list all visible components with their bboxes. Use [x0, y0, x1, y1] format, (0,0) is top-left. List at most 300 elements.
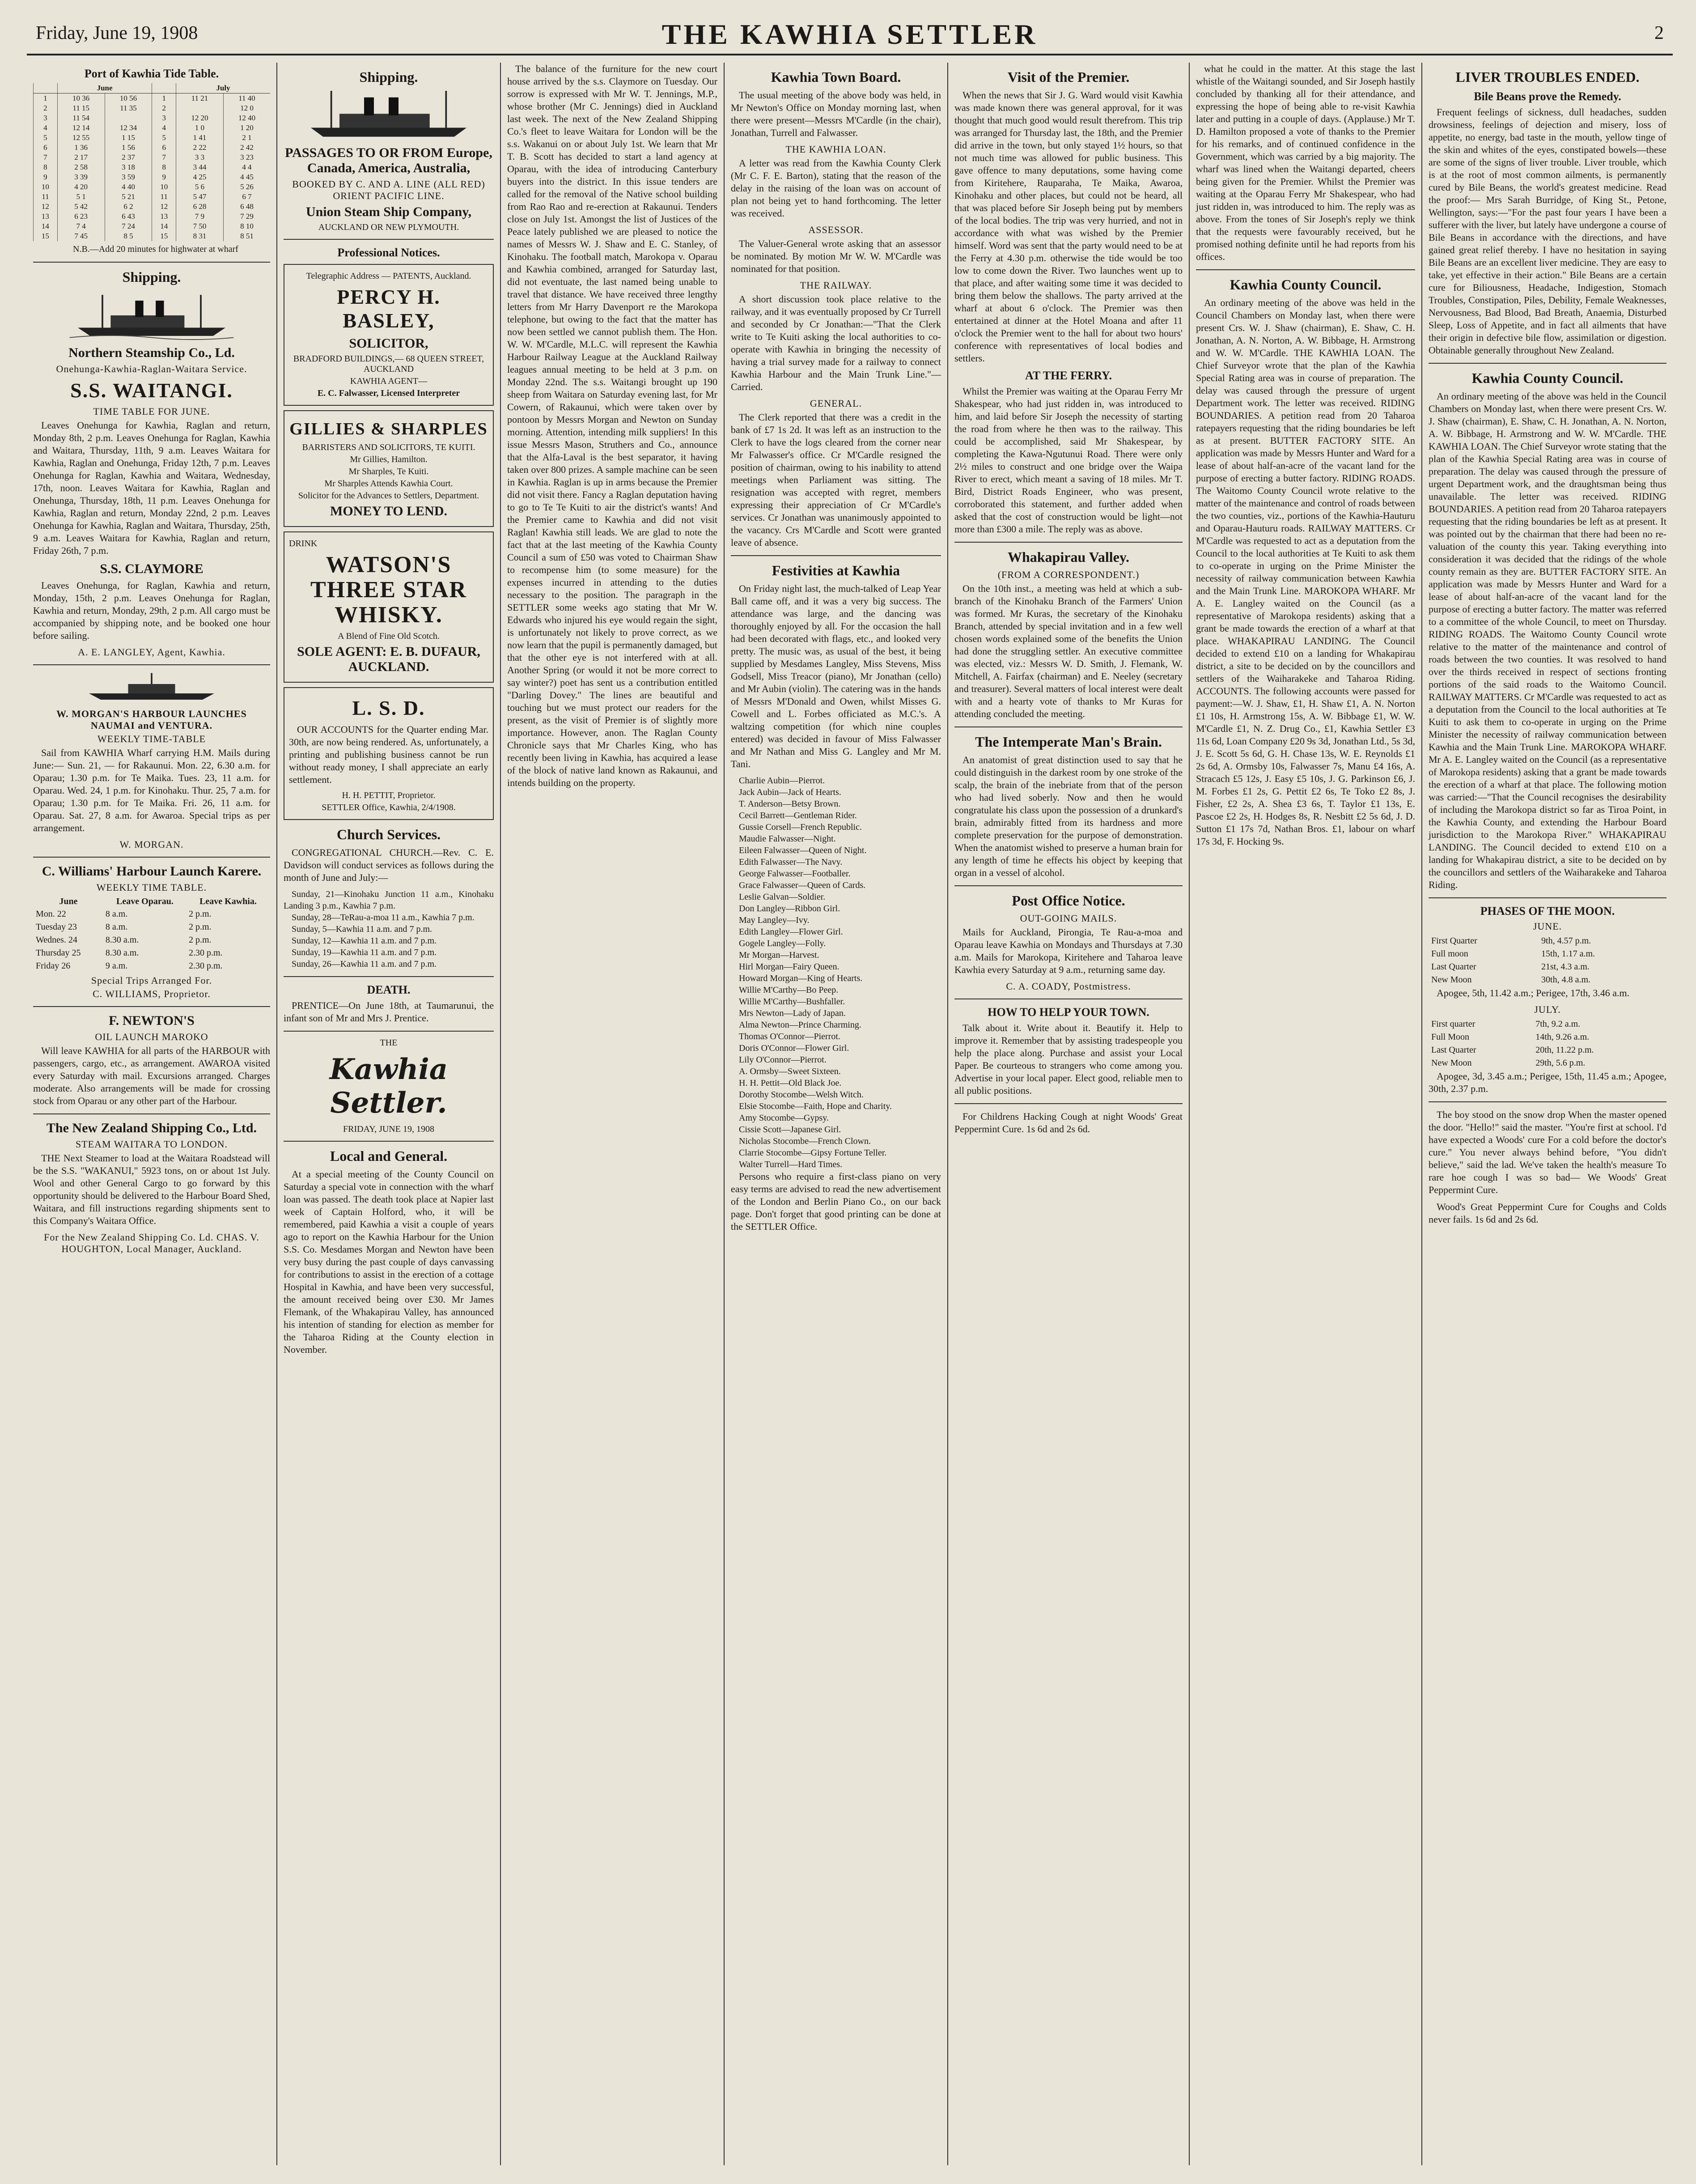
column-4: [725, 63, 948, 2165]
church-body: CONGREGATIONAL CHURCH.—Rev. C. E. Davidson will conduct services as follows during the month of June and July:—: [284, 847, 494, 883]
tide-day-col: [34, 83, 58, 93]
northern-route: Onehunga-Kawhia-Raglan-Waitara Service.: [56, 363, 247, 374]
local-heading: Local and General.: [330, 1148, 448, 1164]
tide-row-cell: 11 54: [57, 113, 105, 123]
fancy-dress-item: Alma Newton—Prince Charming.: [739, 1020, 861, 1030]
tide-row-cell: 4 45: [223, 172, 270, 182]
moon-row-cell: Full Moon: [1431, 1032, 1470, 1042]
lsd-office: SETTLER Office, Kawhia, 2/4/1908.: [322, 803, 456, 812]
fancy-dress-item: Don Langley—Ribbon Girl.: [739, 904, 840, 914]
tide-row-cell: 10 36: [57, 93, 105, 104]
williams-row: [34, 960, 269, 972]
fancy-dress-item: Cecil Barrett—Gentleman Rider.: [739, 811, 857, 820]
tide-row-cell: 2 37: [105, 153, 152, 162]
liner-illustration: [305, 91, 473, 140]
church-service-item: Sunday, 28—TeRau-a-moa 11 a.m., Kawhia 7 p.m.: [292, 913, 475, 922]
brain-body: An anatomist of great distinction used to say that he could distinguish in the darkest room by one stroke of the scalp, the brain of the inebriate from that of the person who had lived soberly. Now and then he would congratulate his class upon the possession of a drunkard's brain, admirably fitted from its hardness and more complete preservation for the purpose of demonstration. When the anatomist wished to preserve a human brain for any length of time he effects his object by keeping that organ in a vessel of alcohol.: [954, 754, 1183, 878]
williams-row-cell: 2.30 p.m.: [188, 948, 223, 958]
morgan-table-title: WEEKLY TIME-TABLE: [97, 733, 206, 744]
nzsc-body: THE Next Steamer to load at the Waitara Roadstead will be the S.S. "WAKANUI," 5923 tons, on or about 1st July. Wool and other General Cargo to go forward by this opportunity should be delivered to the Harbour Board Shed, Waitara, and fill instructions regarding shipments sent to this Company's Waitara Office.: [33, 1152, 270, 1226]
tide-row-cell: 2 42: [223, 143, 270, 153]
launch-illustration: [57, 671, 246, 703]
divider: [284, 239, 494, 240]
tide-row-cell: 14: [152, 221, 176, 231]
moon-row-cell: New Moon: [1431, 975, 1472, 985]
tide-row: [34, 172, 271, 182]
tide-row-cell: 6: [34, 143, 58, 153]
moon-row: [1429, 935, 1666, 947]
morgan-sign: W. MORGAN.: [119, 839, 184, 850]
tide-row-cell: 4 20: [57, 182, 105, 192]
fancy-dress-item: Eileen Falwasser—Queen of Night.: [739, 846, 867, 855]
union-address: AUCKLAND OR NEW PLYMOUTH.: [318, 222, 459, 232]
tide-day-col-2: [152, 83, 176, 93]
williams-row-cell: 8.30 a.m.: [105, 948, 139, 958]
williams-row-cell: 2.30 p.m.: [188, 961, 223, 971]
claymore-name: S.S. CLAYMORE: [100, 561, 204, 576]
drink: DRINK: [289, 539, 318, 548]
williams-row-cell: 2 p.m.: [188, 935, 212, 945]
tide-month-july: July: [176, 83, 270, 93]
tide-row-cell: 2 22: [176, 143, 224, 153]
tide-row-cell: 5 26: [223, 182, 270, 192]
festivities-heading: Festivities at Kawhia: [772, 562, 900, 578]
fancy-dress-item: Lily O'Connor—Pierrot.: [739, 1055, 827, 1065]
moon-row: [1429, 948, 1666, 960]
church-list: [284, 888, 494, 970]
death-body: PRENTICE—On June 18th, at Taumarunui, the infant son of Mr and Mrs J. Prentice.: [284, 1000, 494, 1024]
moon-row-cell: First Quarter: [1431, 936, 1477, 946]
tide-row-cell: 2: [152, 103, 176, 113]
tide-row-cell: 9: [152, 172, 176, 182]
festivities-close: Persons who require a first-class piano on very easy terms are advised to read the new advertisement of the London and Berlin Piano Co., on our back page. Don't forget that good printing can be done at the SETTLER Office.: [731, 1171, 941, 1232]
williams-row-cell: 2 p.m.: [188, 922, 212, 932]
column-1: [27, 63, 277, 2165]
tide-row-cell: 15: [152, 231, 176, 241]
tide-row: [34, 133, 271, 143]
professional-heading: Professional Notices.: [337, 246, 440, 259]
moon-row-cell: 9th, 4.57 p.m.: [1541, 936, 1591, 946]
cough-ad: For Childrens Hacking Cough at night Woods' Great Peppermint Cure. 1s 6d and 2s 6d.: [954, 1111, 1183, 1134]
subhead: THE KAWHIA LOAN.: [785, 144, 886, 155]
shipping-heading-2: Shipping.: [359, 69, 418, 85]
whakapirau-heading: Whakapirau Valley.: [1007, 549, 1130, 565]
tide-row-cell: 8 10: [223, 221, 270, 231]
fancy-dress-item: Willie M'Carthy—Bo Peep.: [739, 985, 839, 995]
column-6: [1190, 63, 1422, 2165]
tide-row-cell: 7 24: [105, 221, 152, 231]
moon-row-cell: Last Quarter: [1431, 1045, 1476, 1055]
tide-row-cell: 3: [34, 113, 58, 123]
tide-row: [34, 202, 271, 212]
divider: [1196, 269, 1415, 270]
moon-row: [1429, 1018, 1666, 1030]
fancy-dress-item: Edith Falwasser—The Navy.: [739, 857, 843, 867]
town-board-assessor: The Valuer-General wrote asking that an assessor be nominated. By motion Mr W. W. M'Cardle was nominated for that position.: [731, 238, 941, 274]
whakapirau-sub: (FROM A CORRESPONDENT.): [997, 569, 1140, 580]
fancy-dress-item: Walter Turrell—Hard Times.: [739, 1160, 843, 1169]
help-town-heading: HOW TO HELP YOUR TOWN.: [988, 1006, 1149, 1019]
column-3: [501, 63, 725, 2165]
newton-body: Will leave KAWHIA for all parts of the HARBOUR with passengers, cargo, etc., as arrangement. AWAROA visited every Saturday with mail. Excursions arranged. Charges moderate. Also arrangements will be made for crossing stock from Oparau or any other part of the Harbour.: [33, 1045, 270, 1106]
fancy-dress-item: George Falwasser—Footballer.: [739, 869, 851, 879]
tide-row-cell: 12 0: [223, 103, 270, 113]
tide-row-cell: 1: [34, 93, 58, 104]
moon-row: [1429, 961, 1666, 973]
tide-row-cell: 13: [152, 212, 176, 221]
tide-row-cell: 6 48: [223, 202, 270, 212]
tide-row-cell: 3 18: [105, 162, 152, 172]
tide-row-cell: 6 28: [176, 202, 224, 212]
tide-row-cell: 11 15: [57, 103, 105, 113]
premier-heading: Visit of the Premier.: [1007, 69, 1130, 85]
tide-row-cell: 6 7: [223, 192, 270, 202]
moon-june: JUNE.: [1533, 921, 1562, 932]
tide-row-cell: 7 50: [176, 221, 224, 231]
fancy-dress-item: Doris O'Connor—Flower Girl.: [739, 1043, 849, 1053]
tide-row-cell: 7 4: [57, 221, 105, 231]
brain-heading: The Intemperate Man's Brain.: [975, 734, 1162, 750]
death-heading: DEATH.: [367, 983, 411, 996]
tide-table-body: [34, 93, 271, 242]
tide-row-cell: 6 2: [105, 202, 152, 212]
tide-row-cell: 7 29: [223, 212, 270, 221]
liver-body: Frequent feelings of sickness, dull headaches, sudden drowsiness, feelings of dejection and misery, loss of appetite, no energy, bad taste in the mouth, yellow tinge of the skin and whites of the eyes, constipated bowels—these are some of the signs of liver trouble. Liver trouble, which is at the root of most common ailments, is permanently cured by Bile Beans, the world's greatest medicine. Read the proof:— Mrs Sarah Burridge, of King St., Petone, Wellington, says:—"For the past four years I have been a sufferer with the liver, but lately have undergone a course of Bile Beans in accordance with the directions, and have gained great relief thereby. I have no hesitation in saying Bile Beans are an excellent liver medicine. They are easy to take, yet effective in their action." Bile Beans are a certain cure for Biliousness, Headache, Indigestion, Stomach Troubles, Constipation, Piles, Debility, Female Weaknesses, Nervousness, Bad Blood, Bad Breath, Anaemia, Disturbed Sleep, Loss of Appetite, and in fact all ailments that have their origin in defective bile flow, assimilation or digestion. Obtainable generally throughout New Zealand.: [1429, 106, 1666, 356]
steamship-icon: [57, 291, 246, 340]
church-service-item: Sunday, 19—Kawhia 11 a.m. and 7 p.m.: [292, 948, 437, 957]
tide-row-cell: 2 17: [57, 153, 105, 162]
tide-row-cell: 3 23: [223, 153, 270, 162]
moon-june-table: [1429, 934, 1666, 987]
subhead: ASSESSOR.: [808, 224, 864, 235]
tide-row-cell: 6: [152, 143, 176, 153]
tide-row: [34, 113, 271, 123]
town-board-intro: The usual meeting of the above body was held, in Mr Newton's Office on Monday morning last, when there were present—Messrs M'Cardle (in the chair), Jonathan, Turrell and Falwasser.: [731, 89, 941, 138]
whakapirau-body: On the 10th inst., a meeting was held at which a sub-branch of the Kinohaku Branch of the Farmers' Union was formed. Mr Kuras, the secretary of the Kinohaku Branch, attended by special invitation and in a few well chosen words explained some of the benefits the Union had done the struggling settler. An executive committee was elected, viz.: Messrs W. D. Smith, J. Flemank, W. Mitchell, A. Fairfax (chairman) and E. Neeley (secretary and treasurer). Several matters of local interest were dealt with and a hearty vote of thanks to Mr Kuras for attending concluded the meeting.: [954, 583, 1183, 719]
church-service-item: Sunday, 12—Kawhia 11 a.m. and 7 p.m.: [292, 936, 437, 946]
tide-row: [34, 162, 271, 172]
column-2: [277, 63, 501, 2165]
fancy-dress-item: Clarrie Stocombe—Gipsy Fortune Teller.: [739, 1148, 887, 1158]
moon-row-cell: 21st, 4.3 a.m.: [1541, 962, 1590, 972]
lsd-title: L. S. D.: [352, 697, 425, 719]
tide-row-cell: 3 3: [176, 153, 224, 162]
divider: [284, 976, 494, 977]
moon-row: [1429, 974, 1666, 986]
steamship-illustration: [57, 291, 246, 340]
williams-row-cell: 8 a.m.: [105, 909, 128, 919]
tide-row-cell: 1 20: [223, 123, 270, 133]
ferry-body: Whilst the Premier was waiting at the Oparau Ferry Mr Shakespear, who had just ridden in, was introduced to him, and laid before Sir Joseph the necessity of starting the road from where he then was to the railway. This could be accomplished, said Mr Shakespear, by completing the Kawa-Ngutunui Road. There were only 2½ miles to construct and one bridge over the Waipa River to erect, which meant a saving of 18 miles. Mr T. Bird, District Roads Engineer, who was present, corroborated this statement, and further added when asked that the cost of construction would be light—not more than £300 a mile. The reply was as above.: [954, 386, 1183, 535]
tide-row-cell: 8 51: [223, 231, 270, 241]
basley-name: PERCY H. BASLEY,: [337, 285, 441, 332]
town-board-loan: A letter was read from the Kawhia County Clerk (Mr C. F. E. Barton), stating that the reason of the delay in the raising of the loan was on account of plan not being yet to hand forthcoming. The letter was received.: [731, 157, 941, 219]
gillies-role: BARRISTERS AND SOLICITORS, TE KUITI.: [302, 442, 475, 452]
moon-row-cell: 30th, 4.8 a.m.: [1541, 975, 1591, 985]
williams-note: Special Trips Arranged For.: [91, 975, 212, 986]
nzsc-route: STEAM WAITARA TO LONDON.: [75, 1139, 228, 1150]
town-board-railway: A short discussion took place relative to the railway, and it was eventually proposed by Cr Turrell and seconded by Cr Jonathan:—"That the Clerk write to Te Kuiti asking the local authorities to co-operate with Kawhia in bringing the necessity of having a trial survey made for a railway to connect Kawhia Harbour and the Main Trunk Line."—Carried.: [731, 293, 941, 392]
newton-launch: OIL LAUNCH MAROKO: [95, 1031, 208, 1042]
lsd-body: OUR ACCOUNTS for the Quarter ending Mar. 30th, are now being rendered. As, unfortunately, a printing and publishing business cannot be run without ready money, I shall appreciate an early settlement.: [289, 724, 488, 785]
premier-body: When the news that Sir J. G. Ward would visit Kawhia was made known there was general approval, for it was thought that much good would result therefrom. This trip was arranged for Thursday last, the 18th, and the Premier did arrive in the town, but only stayed 1½ hours, so that not much time was allowed for public business. This gave offence to many deputations, some having come from Kiritehere, Rauparaha, Te Maika, Awaroa, Kinohaku and other places, but could not be heard, all that was placed before Sir Joseph being put by members of the local bodies. The trip was very hurried, and not in accordance with what was wished by the Premier himself. Word was sent that the party would need to be at the Ferry at 4.30 p.m. otherwise the tide would be too low to come down the River. Two launches went up to that place, and after waiting some time it was decided to bring them below the shallows. The party arrived at the wharf at about 6 o'clock. The Premier was then entertained at dinner at the Hotel Moana and after 11 o'clock the Premier went to the hall for about two hours' conference with representatives of local bodies and settlers.: [954, 89, 1183, 364]
festivities-body: On Friday night last, the much-talked of Leap Year Ball came off, and it was a very big success. The attendance was large, and the dancing was thoroughly enjoyed by all. For the occasion the hall had been decorated with flags, etc., and looked very pretty. The music was, as usual of the best, it being supplied by Mesdames Langley, Miss Stevens, Miss Godsell, Miss Treacor (piano), Mr Jonathan (cello) and Mr Aubin (violin). The catering was in the hands of Messrs M'Donald and Owen, whilst Misses G. Cowell and L. Forbes officiated as M.C.'s. A waltzing competition (for which nine couples entered) was decided in favour of Miss Falwasser and Mr Nathan and Miss G. Langley and Mr M. Tani.: [731, 583, 941, 769]
tide-note: N.B.—Add 20 minutes for highwater at wharf: [73, 244, 238, 254]
tide-row: [34, 123, 271, 133]
divider: [284, 1141, 494, 1142]
waitangi-name: S.S. WAITANGI.: [70, 379, 233, 402]
tide-row: [34, 221, 271, 231]
tide-row-cell: 12: [34, 202, 58, 212]
subhead: GENERAL.: [810, 398, 862, 409]
moon-row-cell: New Moon: [1431, 1058, 1472, 1068]
morgan-schedule: Sail from KAWHIA Wharf carrying H.M. Mails during June:— Sun. 21, — for Rakaunui. Mon. 22, 6.30 a.m. for Oparau; 1.30 p.m. for Te Maika. Tues. 23, 11 a.m. for Oparau. Wed. 24, 1 p.m. for Kinohaku. Thur. 25, 7 a.m. for Oparau; 1.30 p.m. for Te Maika. Fri. 26, 11 a.m. for Oparau. Sat. 27, 8 a.m. for Awaroa. Special trips as per arrangement.: [33, 747, 270, 833]
fancy-dress-item: Hirl Morgan—Fairy Queen.: [739, 962, 840, 972]
lsd-sign: H. H. PETTIT, Proprietor.: [342, 790, 436, 800]
tide-row-cell: 11 40: [223, 93, 270, 104]
tide-row: [34, 192, 271, 202]
fancy-dress-item: Amy Stocombe—Gypsy.: [739, 1113, 829, 1123]
tide-row-cell: 2 1: [223, 133, 270, 143]
fancy-dress-item: Cissie Scott—Japanese Girl.: [739, 1125, 841, 1134]
tide-row-cell: 5: [152, 133, 176, 143]
tide-row-cell: 4 4: [223, 162, 270, 172]
gillies-line: Mr Gillies, Hamilton.: [350, 455, 428, 464]
watsons-title: WATSON'S THREE STAR WHISKY.: [310, 552, 467, 628]
moon-row: [1429, 1031, 1666, 1043]
tide-row-cell: 10: [152, 182, 176, 192]
tide-row-cell: 15: [34, 231, 58, 241]
divider: [1429, 363, 1666, 364]
gillies-line: Mr Sharples Attends Kawhia Court.: [324, 479, 453, 489]
paper-title: Kawhia Settler.: [329, 1053, 448, 1120]
church-service-item: Sunday, 5—Kawhia 11 a.m. and 7 p.m.: [292, 924, 432, 934]
moon-july-note: Apogee, 3d, 3.45 a.m.; Perigee, 15th, 11.45 a.m.; Apogee, 30th, 2.37 p.m.: [1429, 1071, 1666, 1094]
williams-heading: C. Williams' Harbour Launch Karere.: [42, 864, 262, 879]
tide-row-cell: 11: [34, 192, 58, 202]
moon-july-table: [1429, 1017, 1666, 1070]
tide-row-cell: 7: [34, 153, 58, 162]
liner-icon: [305, 91, 473, 140]
issue-date: Friday, June 19, 1908: [36, 23, 198, 43]
council-body-2: An ordinary meeting of the above was held in the Council Chambers on Monday last, when there were present Crs. W. J. Shaw (chairman), E. Shaw, C. H. Jonathan, A. N. Norton, A. W. Bibbage, H. Armstrong and W. W. M'Cardle. THE KAWHIA LOAN. The Chief Surveyor wrote stating that the plan of the Kawhia Special Rating area was in course of preparation. The delay was caused through the pressure of urgent Department work, and the draughtsman being thus unavailable. The letter was received. RIDING BOUNDARIES. A petition read from 20 Taharoa ratepayers requesting that the riding boundaries be left as at present. It was pointed out by the chairman that there had been no re-valuation of the county this year. Taking everything into consideration it was decided that the ridings of the whole county remain as they are. BUTTER FACTORY SITE. An application was made by Messrs Hunter and Ward for a lease of about half-an-acre of the vacant land for the purpose of erecting a butter factory. The matter was referred to a committee of the whole Council, to meet on Thursday. RIDING ROADS. The Waitomo County Council wrote relative to the matter of the maintenance and control of roads between the two counties. It was resolved to hand over the thirds received in respect of sections fronting portions of the said roads to the Waitomo Council. RAILWAY MATTERS. Cr M'Cardle was requested to act as a deputation from the Council to the local authorities at Te Kuiti to ask them to co-operate in urging on the Prime Minister the necessity of railway communication between Kawhia and the Main Trunk Line. MAROKOPA WHARF. Mr A. E. Langley waited on the Council (as a representative of Marokopa residents) asking that a grant be made towards the erection of a wharf at that place. The following motion was carried:—"That the Council recognises the desirability of including the Marokopa district so far as Tiroa Point, in the Kawhia County, and extending the Harbour Board jurisdiction to the Marokopa River." WHAKAPIRAU LANDING. The Council decided to extend £10 on a landing for Whakapirau district, a site to be decided on by the councillors and settlers of the Waiharakeke and Taharoa Riding.: [1429, 391, 1666, 890]
tide-row-cell: 4: [34, 123, 58, 133]
divider: [1429, 1101, 1666, 1102]
fancy-dress-item: Thomas O'Connor—Pierrot.: [739, 1032, 840, 1041]
tide-row-cell: 7 45: [57, 231, 105, 241]
fancy-dress-item: Dorothy Stocombe—Welsh Witch.: [739, 1090, 864, 1100]
williams-row-cell: 8 a.m.: [105, 922, 128, 932]
fancy-dress-item: Maudie Falwasser—Night.: [739, 834, 836, 844]
tide-row-cell: 8: [34, 162, 58, 172]
fancy-dress-item: Howard Morgan—King of Hearts.: [739, 973, 863, 983]
gillies-line: Solicitor for the Advances to Settlers, Department.: [298, 491, 479, 501]
moon-row-cell: 14th, 9.26 a.m.: [1535, 1032, 1590, 1042]
williams-col: Leave Oparau.: [116, 897, 174, 906]
fancy-dress-item: Gogele Langley—Folly.: [739, 939, 826, 948]
tide-row-cell: 7: [152, 153, 176, 162]
tide-table: [33, 83, 270, 241]
fancy-dress-item: Leslie Galvan—Soldier.: [739, 892, 826, 902]
tide-row-cell: 9: [34, 172, 58, 182]
divider: [284, 1031, 494, 1032]
ferry-heading: AT THE FERRY.: [1025, 369, 1112, 382]
column-5: [948, 63, 1190, 2165]
paper-the: THE: [380, 1038, 398, 1048]
waitangi-table-title: TIME TABLE FOR JUNE.: [93, 406, 210, 417]
tide-row-cell: 2: [34, 103, 58, 113]
watsons-sub: A Blend of Fine Old Scotch.: [338, 631, 440, 641]
money-to-lend: MONEY TO LEND.: [330, 504, 447, 518]
page-number: 2: [1654, 23, 1664, 43]
moon-row-cell: 7th, 9.2 a.m.: [1535, 1019, 1581, 1029]
moon-july: JULY.: [1534, 1004, 1561, 1015]
moon-row-cell: 15th, 1.17 a.m.: [1541, 949, 1595, 959]
tide-row: [34, 103, 271, 113]
williams-sign: C. WILLIAMS, Proprietor.: [93, 988, 211, 999]
tide-row-cell: 10: [34, 182, 58, 192]
fancy-dress-item: Grace Falwasser—Queen of Cards.: [739, 880, 866, 890]
tide-row-cell: 6 23: [57, 212, 105, 221]
williams-row-cell: Wednes. 24: [36, 935, 77, 945]
nzsc-sign: For the New Zealand Shipping Co. Ld. CHAS. V. HOUGHTON, Local Manager, Auckland.: [44, 1232, 259, 1254]
post-office-sign: C. A. COADY, Postmistress.: [1006, 981, 1131, 992]
fancy-dress-item: T. Anderson—Betsy Brown.: [739, 799, 841, 809]
peppermint-ad: Wood's Great Peppermint Cure for Coughs and Colds never fails. 1s 6d and 2s 6d.: [1429, 1201, 1666, 1225]
church-service-item: Sunday, 26—Kawhia 11 a.m. and 7 p.m.: [292, 959, 437, 969]
falwasser: E. C. Falwasser, Licensed Interpreter: [317, 388, 460, 398]
tide-row-cell: 4: [152, 123, 176, 133]
tide-row-cell: 14: [34, 221, 58, 231]
moon-row-cell: Last Quarter: [1431, 962, 1476, 972]
tide-row-cell: 1 41: [176, 133, 224, 143]
moon-row: [1429, 1057, 1666, 1069]
tide-row-cell: 1 56: [105, 143, 152, 153]
tide-row: [34, 153, 271, 162]
tide-row: [34, 231, 271, 241]
passages: PASSAGES TO OR FROM Europe, Canada, America, Australia,: [285, 145, 492, 175]
newton-name: F. NEWTON'S: [109, 1013, 195, 1028]
tide-row-cell: 1 0: [176, 123, 224, 133]
tide-row-cell: 5 1: [57, 192, 105, 202]
williams-row-cell: 9 a.m.: [105, 961, 128, 971]
watsons-agent: SOLE AGENT: E. B. DUFAUR, AUCKLAND.: [297, 644, 480, 674]
williams-row: [34, 921, 269, 933]
gillies-name: GILLIES & SHARPLES: [289, 420, 488, 438]
basley-ad: [284, 264, 494, 406]
williams-table-title: WEEKLY TIME TABLE.: [96, 882, 207, 893]
liver-heading: LIVER TROUBLES ENDED.: [1455, 69, 1640, 85]
moon-row-cell: 20th, 11.22 p.m.: [1535, 1045, 1594, 1055]
post-office-body: Mails for Auckland, Pirongia, Te Rau-a-moa and Oparau leave Kawhia on Mondays and Thursdays at 7.30 a.m. Mails for Marokopa, Kiritehere and Taharoa leave Kawhia every Saturday at 9 a.m., returning same day.: [954, 926, 1183, 975]
tide-row-cell: 5 47: [176, 192, 224, 202]
newspaper-title: THE KAWHIA SETTLER: [661, 18, 1038, 50]
tide-row-cell: [176, 103, 224, 113]
kawhia-agent: KAWHIA AGENT—: [350, 376, 428, 386]
tide-row-cell: 3: [152, 113, 176, 123]
tide-row-cell: 12: [152, 202, 176, 212]
tide-row-cell: 8 31: [176, 231, 224, 241]
fancy-dress-item: Jack Aubin—Jack of Hearts.: [739, 787, 841, 797]
help-town-body: Talk about it. Write about it. Beautify it. Help to improve it. Remember that by assisting tradespeople you help the place along. Purchase and assist your Local Paper. Be courteous to strangers who come among you. Advertise in your local paper. Elect good, reliable men to all public positions.: [954, 1022, 1183, 1096]
divider: [33, 664, 270, 665]
post-office-sub: OUT-GOING MAILS.: [1020, 913, 1117, 924]
tide-row-cell: [105, 113, 152, 123]
morgan-heading: W. MORGAN'S HARBOUR LAUNCHES NAUMAI and VENTURA.: [56, 708, 247, 731]
divider: [954, 542, 1183, 543]
fancy-dress-item: Willie M'Carthy—Bushfaller.: [739, 997, 845, 1007]
local-news-body: The balance of the furniture for the new court house arrived by the s.s. Claymore on Tuesday. Our sorrow is expressed with Mr W. T. Jennings, M.P., whose brother (Mr C. Jennings) died in Auckland last week. The next of the New Zealand Shipping Co.'s fleet to leave Waitara for London will be the s.s. Wakanui on or about July 1st. We learn that Mr T. B. Scott has decided to start a land agency at Oparau, with the idea of introducing Canterbury buyers into the district. In this issue tenders are called for the removal of the Native school building from Rao Rao and re-erection at Rakaunui. Tenders close on July 1st. Amongst the list of Justices of the Peace lately published we are pleased to notice the names of Messrs W. J. Shaw and E. C. Stanley, of Kinohaku. The football match, Marokopa v. Oparau and Kawhia combined, arranged for Saturday last, did not eventuate, the last named being unable to travel that distance. We have received three lengthy letters from Mr Harry Davenport re the Marokopa telephone, but owing to the fact that the matter has now been settled we cannot publish them. The Hon. W. W. M'Cardle, M.L.C. will represent the Kawhia Harbour Railway League at the Auckland Railway leagues annual meeting to be held at 3 p.m. on Monday 22nd. The s.s. Waitangi brought up 190 sheep from Waitara on Saturday evening last, for Mr Cowern, of Rakaunui, which were taken over by pontoon by Messrs Morgan and Newton on Sunday morning. Attention, intending milk suppliers! In this issue Messrs Mason, Struthers and Co., announce that the Alfa-Laval is the best separator, it having taken over 800 prizes. A sample machine can be seen in Kawhia. Raglan is up in arms because the Premier did not visit there. Fancy a Raglan deputation having to go to Te Te Kuiti to air the district's wants! And the Premier came to Kawhia and did not visit Raglan! Kawhia still leads. We are glad to note the fact that at the last meeting of the Kawhia County Council a sum of £50 was voted to Chairman Shaw to recompense him (to some measure) for the expenses incurred in attending to the duties necessary to the position. The paragraph in the SETTLER some weeks ago stating that Mr W. Edwards who injured his eye would regain the sight, is unfortunately not likely to prove correct, as we now learn that the pupil is permanently damaged, but that the other eye is not interfered with at all. Another Spring (or would it not be more correct to say winter?) poet has sent us a contribution entitled "Darling Dovey." The lines are beautiful and touching but we must protect our readers for the present, as the visit of Premier is of slightly more importance. However, anon. The Raglan County Chronicle says that Mr Charles King, who has recently been living in Kawhia, has acquired a lease of the block of native land known as Rakaunui, and intends building on the property.: [507, 63, 717, 788]
waitangi-schedule: Leaves Onehunga for Kawhia, Raglan and return, Monday 8th, 2 p.m. Leaves Onehunga for Raglan, Kawhia and Waitara, Thursday, 11th, 9 a.m. Leaves Waitara for Kawhia, Raglan and Onehunga, Friday 12th, 7 p.m. Leaves Onehunga for Raglan, Kawhia and Waitara, Wednesday, 17th, noon. Leaves Waitara for Kawhia, Raglan and Onehunga, Thursday, 18th, 11 p.m. Leaves Onehunga for Kawhia, Raglan and return, Monday 22nd, 2 p.m. Leaves Onehunga for Kawhia, Raglan and Waitara, Thursday, 25th, 9 a.m. Leaves Waitara for Kawhia, Raglan and return, Friday 26th, 7 p.m.: [33, 420, 270, 556]
williams-table: [33, 895, 270, 973]
williams-row: [34, 908, 269, 920]
tide-row-cell: 7 9: [176, 212, 224, 221]
tide-row-cell: 3 59: [105, 172, 152, 182]
premier-continued: what he could in the matter. At this stage the last whistle of the Waitangi sounded, and Sir Joseph hastily concluded by thanking all for their attendance, and expressing the hope of being able to re-visit Kawhia later and putting in a couple of days. (Applause.) Mr T. D. Hamilton proposed a vote of thanks to the Premier for his remarks, and of continued confidence in the Government, which was carried by a big majority. The wharf was lined when the Waitangi departed, cheers being given for the Premier. Whilst the Premier was waiting at the Oparau Ferry Mr Shakespear, who had just ridden in, was introduced to him. The reply was as above. From the tones of Sir Joseph's reply we think that the requests were favourably received, but he promised nothing definite until he had reports from his offices.: [1196, 63, 1415, 262]
divider: [33, 262, 270, 263]
county-council-heading: Kawhia County Council.: [1230, 276, 1382, 293]
council-heading-2: Kawhia County Council.: [1471, 370, 1624, 386]
church-service-item: Sunday, 21—Kinohaku Junction 11 a.m., Kinohaku Landing 3 p.m., Kawhia 7 p.m.: [284, 889, 494, 911]
lsd-ad: [284, 687, 494, 820]
tide-row-cell: 12 20: [176, 113, 224, 123]
gillies-ad: [284, 410, 494, 527]
tide-row-cell: 12 55: [57, 133, 105, 143]
williams-col: Leave Kawhia.: [199, 897, 257, 906]
basley-role: SOLICITOR,: [349, 336, 428, 351]
tide-row: [34, 212, 271, 221]
tide-row-cell: 10 56: [105, 93, 152, 104]
tide-row-cell: 1: [152, 93, 176, 104]
tide-row-cell: 11 21: [176, 93, 224, 104]
northern-company: Northern Steamship Co., Ld.: [68, 345, 235, 360]
tide-row-cell: 8: [152, 162, 176, 172]
tide-row-cell: 3 44: [176, 162, 224, 172]
telegraphic: Telegraphic Address — PATENTS, Auckland.: [306, 271, 471, 281]
union-company: Union Steam Ship Company,: [305, 204, 472, 219]
tide-row-cell: 8 5: [105, 231, 152, 241]
church-heading: Church Services.: [336, 826, 441, 842]
moon-row-cell: First quarter: [1431, 1019, 1476, 1029]
orient-line: BOOKED BY C. AND A. LINE (ALL RED) ORIENT PACIFIC LINE.: [292, 178, 485, 201]
nzsc-name: The New Zealand Shipping Co., Ltd.: [46, 1121, 257, 1135]
town-board-general: The Clerk reported that there was a credit in the bank of £7 1s 2d. It was left as an instruction to the Clerk to have the logs cleared from the corner near Mr Falwasser's office. Cr M'Cardle resigned the position of chairman, owing to his inability to attend meetings when Parliament was sitting. The resignation was accepted with regret, members expressing their appreciation of Cr M'Cardle's services. Cr Jonathan was unanimously appointed to the vacancy. Crs M'Cardle and Scott were granted leave of absence.: [731, 412, 941, 548]
williams-row-cell: 2 p.m.: [188, 909, 212, 919]
launch-icon: [57, 671, 246, 703]
fancy-dress-item: Mrs Newton—Lady of Japan.: [739, 1008, 846, 1018]
gillies-line: Mr Sharples, Te Kuiti.: [348, 467, 429, 476]
williams-col: June: [59, 897, 78, 906]
williams-row: [34, 947, 269, 959]
divider: [1429, 897, 1666, 898]
divider: [954, 885, 1183, 886]
column-7: [1422, 63, 1673, 2165]
tide-row-cell: 12 34: [105, 123, 152, 133]
local-body: At a special meeting of the County Council on Saturday a special vote in connection with the wharf loan was passed. The death took place at Napier last week of Captain Holford, who, it will be remembered, paid Kawhia a visit a couple of years ago to report on the Kawhia Harbour for the Union S.S. Co. Mesdames Morgan and Newton have been very busy during the past couple of days canvassing for contributions to assist in the erection of a cottage Hospital in Kawhia, and have been very successful, the amount received being over £30. Mr James Flemank, of the Whakapirau Valley, has announced his intention of standing for election as member for the Taharoa Riding at the County election in November.: [284, 1168, 494, 1355]
tide-row-cell: 5 6: [176, 182, 224, 192]
basley-address: BRADFORD BUILDINGS,— 68 QUEEN STREET, AUCKLAND: [293, 354, 484, 374]
claymore-agent: A. E. LANGLEY, Agent, Kawhia.: [78, 646, 225, 658]
tide-row-cell: 12 14: [57, 123, 105, 133]
tide-row-cell: 4 25: [176, 172, 224, 182]
fancy-dress-item: A. Ormsby—Sweet Sixteen.: [739, 1067, 841, 1076]
verse-ad: The boy stood on the snow drop When the master opened the door. "Hello!" said the master. "You're first at school. I'd have expected a Woods' cure For a cold before the doctor's cure." You never always behind before, "You didn't believe," said the lad. We've taken the health's measure To rare hoe cough I was so bad— We Woods' Great Peppermint Cure.: [1429, 1109, 1666, 1195]
tide-row-cell: 1 15: [105, 133, 152, 143]
claymore-schedule: Leaves Onehunga, for Raglan, Kawhia and return, Monday, 15th, 2 p.m. Leaves Onehunga for Raglan, Kawhia and return, Monday, 29th, 2 p.m. All cargo must be accompanied by shipping note, and be booked one hour before sailing.: [33, 580, 270, 641]
moon-row-cell: 29th, 5.6 p.m.: [1535, 1058, 1586, 1068]
divider: [731, 555, 941, 556]
post-office-heading: Post Office Notice.: [1012, 892, 1125, 909]
